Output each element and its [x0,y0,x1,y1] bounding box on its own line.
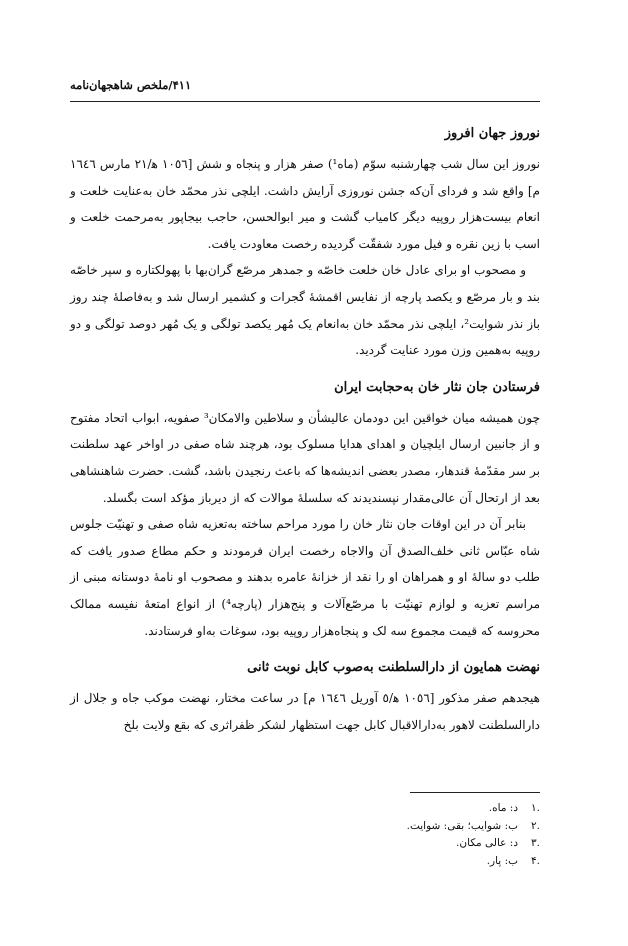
footnote [300,853,540,871]
paragraph: نوروز این سال شب چهارشنبه سوّم (ماه¹) صفر هزار و پنجاه و شش [١٠٥٦ ه‍/٢١ مارس ١٦٤٦ م] واقع شد و فردای آن‌که جشن نوروزی آرایش داشت. ایلچی نذر محمّد خان به‌عنایت خلعت و انعام بیست‌هزار روپیه دیگر کامیاب گشت و میر ابوالحسن، حاجب بیجاپور به‌مرحمت خلعت و اسب با زین نقره و فیل مورد شفقّت گردیده رخصت معاودت یافت. [70,157,540,251]
section-heading-jan-nisar-khan: فرستادن جان نثار خان به‌حجابت ایران [334,379,540,395]
footnote [300,818,540,836]
footnote [300,800,540,818]
paragraph: هیجدهم صفر مذکور [١٠٥٦ ه‍/٥ آوریل ١٦٤٦ م] در ساعت مختار، نهضت موکب جاه و جلال از دارالسلطنت لاهور به‌دارالاقبال کابل جهت استظهار لشکر ظفراثری که بقع ولایت بلخ [70,691,541,732]
footnote [300,835,540,853]
footnote-text: ب: پار. [486,854,518,867]
paragraph: بنابر آن در این اوقات جان نثار خان را مورد مراحم ساخته به‌تعزیه شاه صفی و تهنیّت جلوس شاه عبّاس ثانی خلف‌الصدق آن والاجاه رخصت ایران فرمودند و حکم مطاع صدور یافت که طلب دو سالهٔ او و همراهان او را نقد از خزانهٔ عامره بدهند و مصحوب او نامهٔ دوستانه مبنی از مراسم تعزیه و لوازم تهنیّت با مرصّع‌آلات و پنج‌هزار (پارچه⁴) از انواع امتعهٔ نفیسه ممالک محروسه که قیمت مجموع سه لک و پنجاه‌هزار روپیه بود، سوغات به‌او فرستادند. [70,517,540,638]
paragraph: و مصحوب او برای عادل خان خلعت خاصّه و جمدهر مرصّع گران‌بها با پهولکتاره و سپر خاصّه بند و بار مرصّع و یکصد پارچه از نفایس اقمشهٔ گجرات و کشمیر ارسال شد و به‌فاصلهٔ چند روز باز نذر شوایت²، ایلچی نذر محمّد خان به‌انعام یک مُهر یکصد تولگی و یک مُهر دوصد تولگی و دو روپیه به‌همین وزن مورد عنایت گردید. [70,263,541,358]
footnote-rule [410,792,540,793]
paragraph: چون همیشه میان خواقین این دودمان عالیشأن و سلاطین والامکان³ صفویه، ابواب اتحاد مفتوح و از جانبین ارسال ایلچیان و اهدای هدایا مسلوک بود، هرچند شاه صفی در اواخر عهد سلطنت بر سر مقدّمهٔ قندهار، مصدر بعضی اندیشه‌ها که باعث رنجیدن باشد، گشت. حضرت شاهنشاهی بعد از ارتحال آن عالی‌مقدار نپسندیدند که سلسلهٔ موالات که از دیرباز مؤکد است بگسلد. [70,410,541,505]
footnote-text: د: عالی مکان. [456,837,518,849]
running-header: ۴۱۱/ملخص شاهجهان‌نامه [70,78,192,92]
footnotes [300,800,540,870]
section-heading-nowruz: نوروز جهان افروز [444,126,540,141]
section-heading-kabul-journey: نهضت همایون از دارالسلطنت به‌صوب کابل نوبت ثانی [247,660,540,676]
footnote-number: .٢ [531,819,540,832]
main-text [70,124,540,738]
footnote-text: ب: شوایب؛ بقی: شوایت. [406,819,518,832]
header-rule [70,101,540,102]
footnote-number: .١ [531,802,540,814]
footnote-number: .٣ [531,837,540,849]
footnote-text: د: ماه. [488,802,518,814]
footnote-number: .۴ [531,854,540,867]
